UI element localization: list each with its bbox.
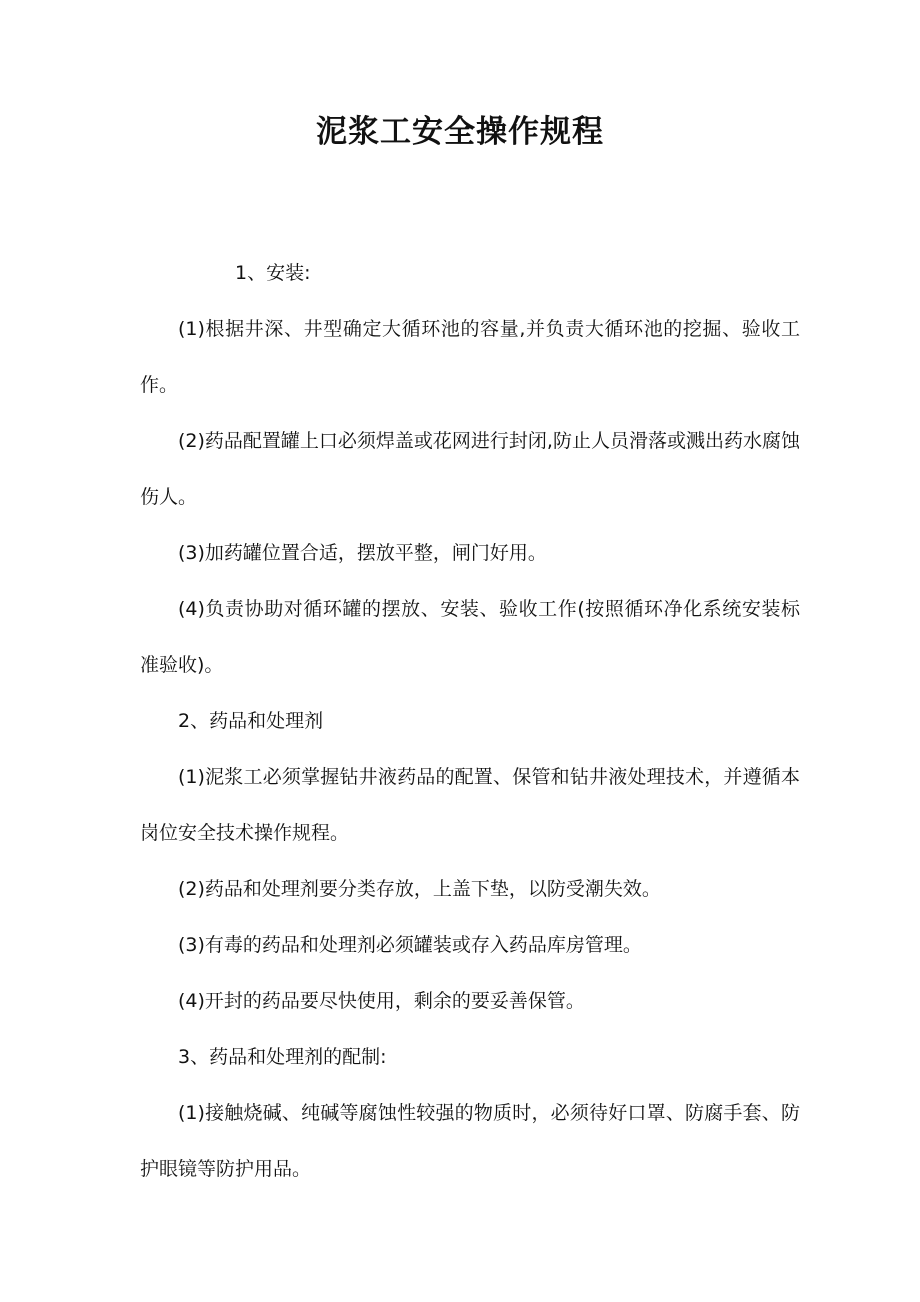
paragraph: (1)根据井深、井型确定大循环池的容量,并负责大循环池的挖掘、验收工作。	[140, 318, 800, 396]
paragraph: (1)泥浆工必须掌握钻井液药品的配置、保管和钻井液处理技术，并遵循本岗位安全技术操作规程。	[140, 766, 800, 844]
section-heading-preparation: 3、药品和处理剂的配制:	[178, 1046, 387, 1068]
paragraph: (4)负责协助对循环罐的摆放、安装、验收工作(按照循环净化系统安装标准验收)。	[140, 598, 800, 676]
paragraph: (3)有毒的药品和处理剂必须罐装或存入药品库房管理。	[178, 934, 642, 956]
paragraph: (3)加药罐位置合适，摆放平整，闸门好用。	[178, 542, 547, 564]
paragraph: (4)开封的药品要尽快使用，剩余的要妥善保管。	[178, 990, 585, 1012]
paragraph: (2)药品和处理剂要分类存放，上盖下垫，以防受潮失效。	[178, 878, 661, 900]
document-title: 泥浆工安全操作规程	[316, 114, 604, 150]
document-body	[140, 245, 800, 1197]
section-heading-chemicals: 2、药品和处理剂	[178, 710, 324, 732]
section-heading-installation: 1、安装:	[235, 262, 311, 284]
paragraph: (1)接触烧碱、纯碱等腐蚀性较强的物质时，必须待好口罩、防腐手套、防护眼镜等防护用品。	[140, 1102, 800, 1180]
paragraph: (2)药品配置罐上口必须焊盖或花网进行封闭,防止人员滑落或溅出药水腐蚀伤人。	[140, 430, 800, 508]
